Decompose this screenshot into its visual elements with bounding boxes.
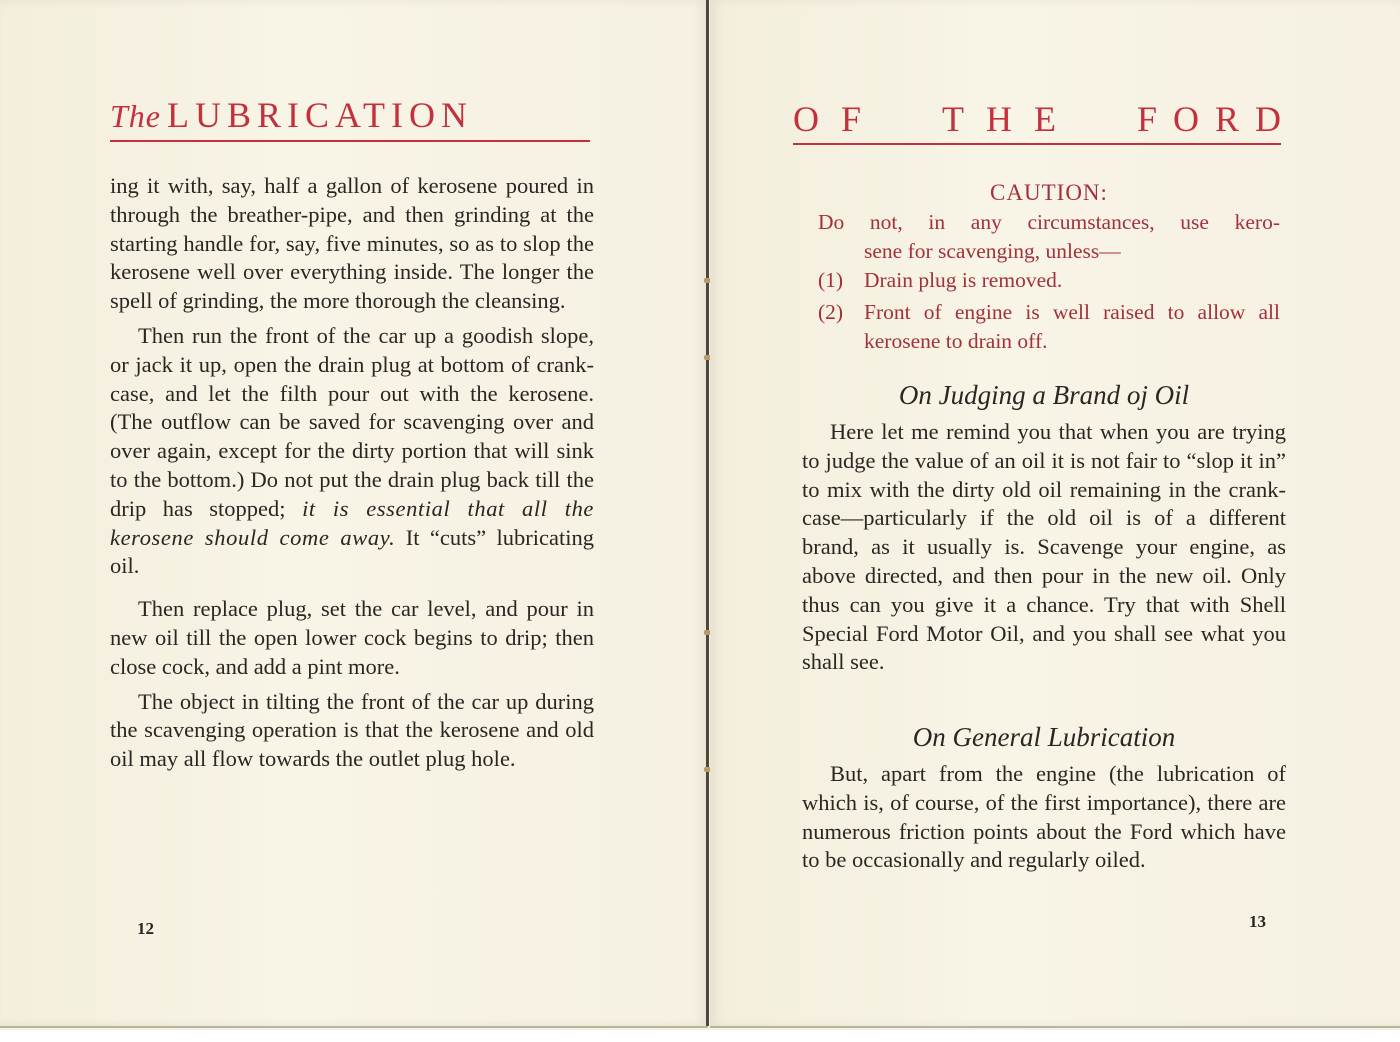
section-body-judging-oil xyxy=(802,418,1286,677)
section-body-general-lubrication xyxy=(802,760,1286,875)
caution-intro-line-1: Do not, in any circumstances, use kero- xyxy=(818,210,1280,234)
paragraph-1: ing it with, say, half a gallon of kerosene poured in through the breather-pipe, and then grinding at the starting handle for, say, five minutes, so as to slop the kerosene well over everything inside. The longer the spell of grinding, the more thorough the cleansing. xyxy=(110,173,594,314)
page-number-left: 12 xyxy=(137,919,154,938)
caution-item-number: (1) xyxy=(818,268,844,292)
paragraph-2-emphasis: it is essential that all the kerosene should come away. xyxy=(110,495,595,550)
paragraph-2-tail: It “cuts” lubricating oil. xyxy=(110,524,594,579)
caution-title: CAUTION: xyxy=(990,180,1108,205)
paragraph-3: Then replace plug, set the car level, and pour in new oil till the open lower cock begins to drip; then close cock, and add a pint more. xyxy=(110,596,594,679)
paragraph-general-lubrication: But, apart from the engine (the lubrication of which is, of course, of the first importance), there are numerous friction points about the Ford which have to be occasionally and regularly oiled. xyxy=(802,761,1286,873)
paragraph-2-text: Then run the front of the car up a goodish slope, or jack it up, open the drain plug at bottom of crank-case, and let the filth pour out with the kerosene. (The outflow can be saved for scavenging over and over again, except for the dirty portion that will sink to the bottom.) Do not put the drain plug back till the drip has stopped; xyxy=(110,322,594,521)
header-rule-left xyxy=(110,140,590,142)
header-word-the: THE xyxy=(942,99,1078,139)
header-the: The xyxy=(110,98,161,134)
left-page xyxy=(0,0,708,1028)
header-word-ford: FORD xyxy=(1136,99,1297,139)
section-heading-judging-oil: On Judging a Brand oj Oil xyxy=(898,380,1190,410)
caution-item xyxy=(818,266,1280,295)
caution-box xyxy=(818,178,1280,356)
paragraph-2 xyxy=(110,322,594,581)
header-word-of: OF xyxy=(793,99,884,139)
paragraph-4: The object in tilting the front of the car up during the scavenging operation is that the kerosene and old oil may all flow towards the outlet plug hole. xyxy=(110,688,594,772)
caution-item xyxy=(818,298,1280,356)
page-number-right: 13 xyxy=(1249,912,1266,931)
caution-item-text: Front of engine is well raised to allow all kerosene to drain off. xyxy=(864,300,1280,353)
header-lubrication: LUBRICATION xyxy=(167,95,473,135)
paragraph-judging-oil: Here let me remind you that when you are trying to judge the value of an oil it is not fair to “slop it in” to mix with the dirty old oil remaining in the crank-case—particularly if the old oil is of a different brand, as it usually is. Scavenge your engine, as above directed, and then pour in the new oil. Only thus can you give it a chance. Try that with Shell Special Ford Motor Oil, and you shall see what you shall see. xyxy=(802,419,1286,675)
section-heading-general-lubrication: On General Lubrication xyxy=(912,722,1176,752)
left-body-text xyxy=(110,172,594,774)
left-running-header xyxy=(110,93,590,142)
caution-item-number: (2) xyxy=(818,300,844,324)
header-rule-right xyxy=(793,143,1281,145)
caution-intro-line-2: sene for scavenging, unless— xyxy=(864,239,1121,263)
right-running-header xyxy=(793,97,1297,145)
caution-item-text: Drain plug is removed. xyxy=(864,268,1063,292)
book-spine xyxy=(706,0,709,1026)
